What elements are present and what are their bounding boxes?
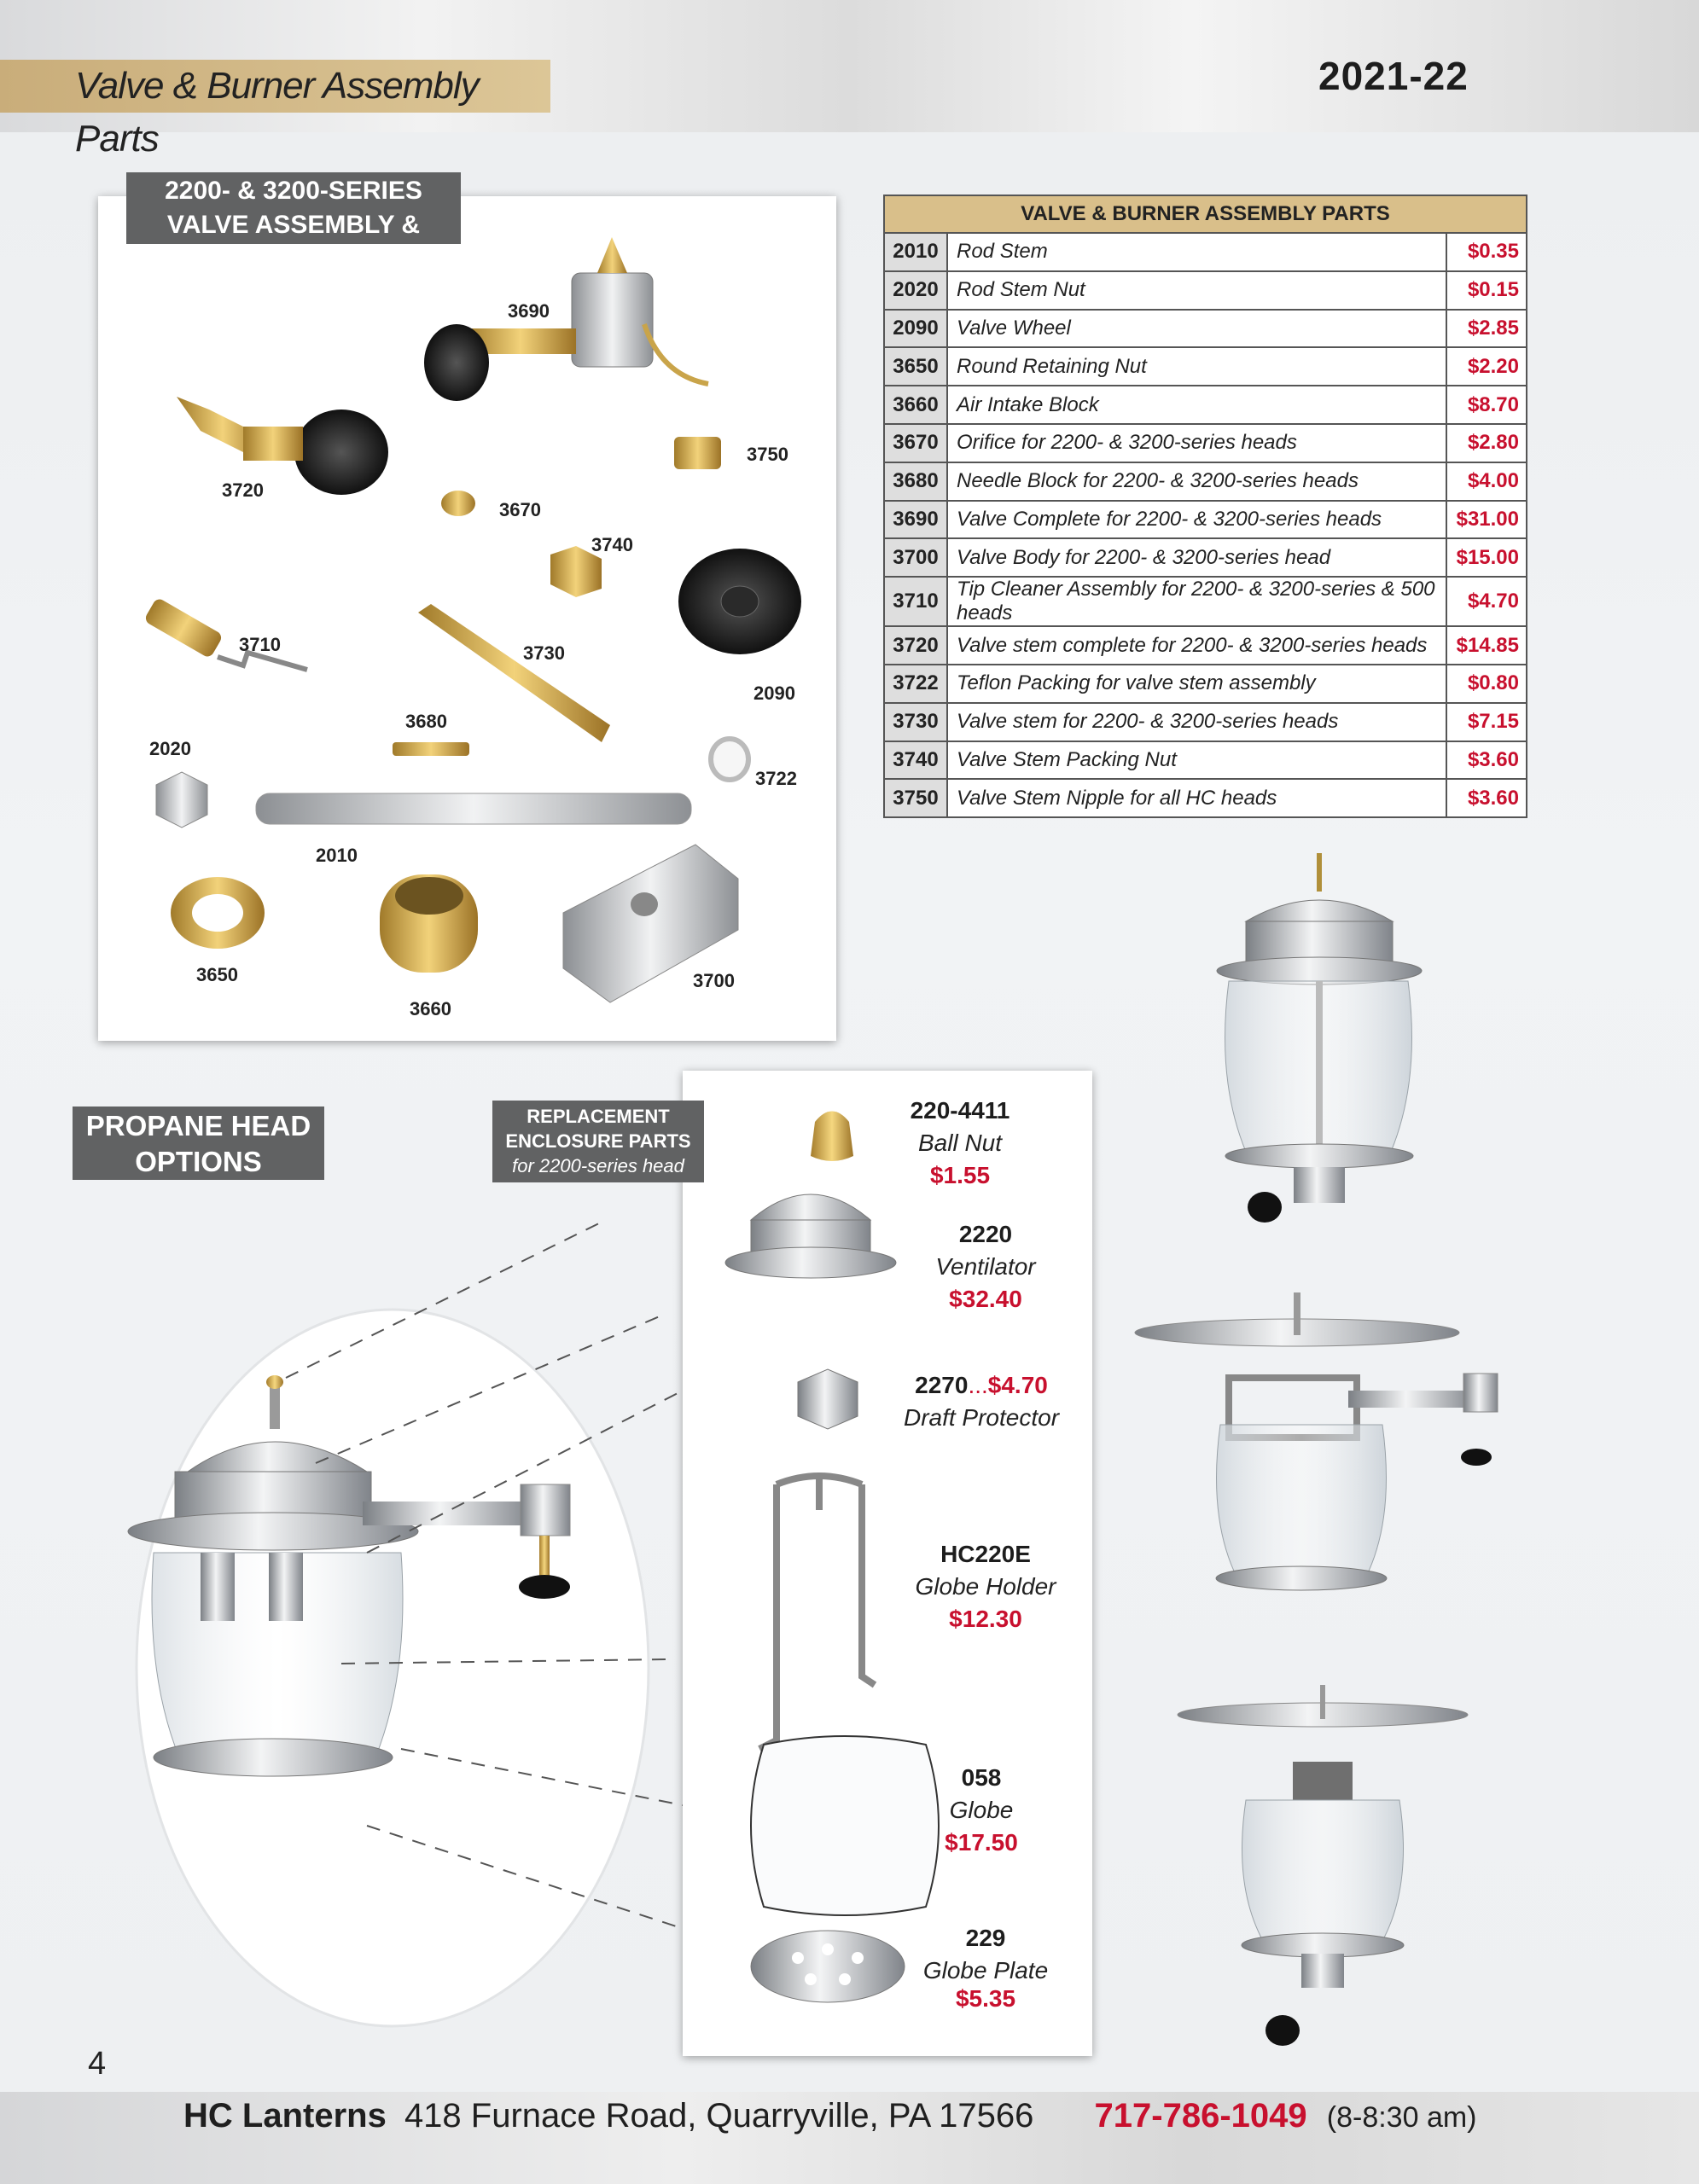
part-description: Air Intake Block <box>947 386 1446 424</box>
page-number: 4 <box>88 2046 107 2082</box>
part-price: $0.15 <box>1446 271 1527 310</box>
part-price: $7.15 <box>1446 703 1527 741</box>
label-3740: 3740 <box>591 534 633 555</box>
part-price: $3.60 <box>1446 741 1527 780</box>
part-price: $2.80 <box>1446 424 1527 462</box>
item-draft-protector <box>887 1369 1075 1434</box>
part-3690-valve-complete <box>424 237 708 401</box>
label-3730: 3730 <box>523 642 565 664</box>
part-description: Valve Complete for 2200- & 3200-series heads <box>947 501 1446 539</box>
part-price: $0.35 <box>1446 233 1527 271</box>
company-address: 418 Furnace Road, Quarryville, PA 17566 <box>404 2097 1034 2135</box>
label-3670: 3670 <box>499 499 541 520</box>
propane-head-exploded-diagram <box>60 1194 742 2039</box>
item-globe <box>922 1762 1041 1859</box>
part-3650-retaining-nut <box>171 877 265 949</box>
part-description: Tip Cleaner Assembly for 2200- & 3200-series & 500 heads <box>947 577 1446 626</box>
part-number: 2220 <box>958 1221 1013 1247</box>
part-description: Valve Stem Packing Nut <box>947 741 1446 780</box>
table-row <box>884 703 1527 741</box>
part-description: Valve Wheel <box>947 310 1446 348</box>
part-description: Teflon Packing for valve stem assembly <box>947 665 1446 703</box>
label-3650: 3650 <box>196 964 238 985</box>
label-2020: 2020 <box>149 738 191 759</box>
part-description: Rod Stem Nut <box>947 271 1446 310</box>
table-row <box>884 577 1527 626</box>
part-code: 3722 <box>884 665 947 703</box>
table-row <box>884 347 1527 386</box>
part-price: $31.00 <box>1446 501 1527 539</box>
part-code: 3710 <box>884 577 947 626</box>
part-code: 3670 <box>884 424 947 462</box>
part-price: $0.80 <box>1446 665 1527 703</box>
part-number: 220-4411 <box>910 1097 1010 1124</box>
table-row <box>884 310 1527 348</box>
part-code: 3700 <box>884 538 947 577</box>
table-header-row <box>884 195 1527 233</box>
table-row <box>884 779 1527 817</box>
part-price: $15.00 <box>1446 538 1527 577</box>
draft-protector-image <box>798 1369 858 1429</box>
label-3700: 3700 <box>693 970 735 991</box>
globe-plate-image <box>751 1931 905 2002</box>
part-price: $32.40 <box>949 1286 1022 1312</box>
part-price: $4.00 <box>1446 462 1527 501</box>
part-code: 2090 <box>884 310 947 348</box>
label-2090: 2090 <box>753 682 795 704</box>
label-3722: 3722 <box>755 768 797 789</box>
table-row <box>884 538 1527 577</box>
part-description: Ventilator <box>935 1253 1036 1280</box>
part-price: $3.60 <box>1446 779 1527 817</box>
part-code: 3690 <box>884 501 947 539</box>
ball-nut-image <box>811 1112 853 1162</box>
label-2010: 2010 <box>316 845 358 866</box>
valve-parts-panel <box>98 196 836 1041</box>
lantern-photo-standard <box>1217 853 1422 1223</box>
part-3750-nipple <box>674 437 721 469</box>
part-price: $1.55 <box>929 1162 991 1188</box>
part-description: Valve Stem Nipple for all HC heads <box>947 779 1446 817</box>
valve-parts-illustration <box>98 196 836 1041</box>
part-3722-teflon-packing <box>711 739 748 780</box>
part-description: Globe Holder <box>915 1573 1056 1600</box>
item-ball-nut <box>887 1095 1033 1192</box>
part-code: 2010 <box>884 233 947 271</box>
parts-price-table <box>883 195 1527 818</box>
part-2010-rod-stem <box>256 793 691 824</box>
part-description: Needle Block for 2200- & 3200-series heads <box>947 462 1446 501</box>
replacement-title-line1: REPLACEMENT <box>527 1106 670 1127</box>
table-row <box>884 626 1527 665</box>
company-name: HC Lanterns <box>183 2097 387 2135</box>
part-price: $8.70 <box>1446 386 1527 424</box>
part-3680-needle-block <box>393 742 469 756</box>
part-3670-orifice <box>441 491 475 516</box>
table-heading: VALVE & BURNER ASSEMBLY PARTS <box>884 195 1527 233</box>
lantern-photo-compact <box>1178 1685 1468 2046</box>
part-code: 3750 <box>884 779 947 817</box>
label-3710: 3710 <box>239 634 281 655</box>
part-code: 3740 <box>884 741 947 780</box>
part-price: $4.70 <box>1446 577 1527 626</box>
part-price: $14.85 <box>1446 626 1527 665</box>
part-description: Orifice for 2200- & 3200-series heads <box>947 424 1446 462</box>
business-hours: (8-8:30 am) <box>1326 2101 1477 2134</box>
part-number: 2270 <box>915 1372 969 1398</box>
part-price: $5.35 <box>955 1985 1016 2012</box>
label-3680: 3680 <box>405 711 447 732</box>
label-3720: 3720 <box>222 479 264 501</box>
part-code: 3680 <box>884 462 947 501</box>
propane-head-options-title: PROPANE HEAD OPTIONS <box>73 1107 324 1180</box>
part-3710-tip-cleaner <box>143 597 307 670</box>
item-globe-plate <box>913 1922 1058 2011</box>
part-description: Draft Protector <box>903 1404 1060 1431</box>
part-description: Globe Plate <box>922 1957 1049 1984</box>
part-code: 3720 <box>884 626 947 665</box>
table-row <box>884 665 1527 703</box>
part-description: Ball Nut <box>917 1130 1003 1156</box>
table-row <box>884 424 1527 462</box>
ventilator-image <box>725 1194 896 1278</box>
table-row <box>884 271 1527 310</box>
edition-year: 2021-22 <box>1318 54 1469 98</box>
part-number: 058 <box>961 1764 1002 1791</box>
valve-panel-title: 2200- & 3200-SERIES VALVE ASSEMBLY & PARTS <box>126 172 461 244</box>
company-phone: 717-786-1049 <box>1094 2097 1307 2135</box>
part-price: $2.85 <box>1446 310 1527 348</box>
table-row <box>884 233 1527 271</box>
part-number: 229 <box>965 1925 1006 1951</box>
globe-holder-image <box>759 1476 875 1749</box>
table-row <box>884 501 1527 539</box>
table-row <box>884 386 1527 424</box>
label-3690: 3690 <box>508 300 550 322</box>
part-2090-valve-wheel <box>678 549 801 654</box>
footer-contact <box>183 2092 1477 2140</box>
lantern-photos <box>1126 845 1536 2065</box>
part-description: Valve stem complete for 2200- & 3200-series heads <box>947 626 1446 665</box>
part-description: Round Retaining Nut <box>947 347 1446 386</box>
separator: ... <box>968 1372 988 1398</box>
section-title: Valve & Burner Assembly Parts <box>0 60 550 113</box>
item-globe-holder <box>909 1538 1062 1635</box>
lantern-photo-with-shade <box>1135 1292 1498 1590</box>
part-code: 2020 <box>884 271 947 310</box>
part-price: $2.20 <box>1446 347 1527 386</box>
item-ventilator <box>917 1218 1054 1316</box>
part-number: HC220E <box>940 1541 1031 1567</box>
part-description: Rod Stem <box>947 233 1446 271</box>
part-3720-valve-stem <box>177 397 388 495</box>
replacement-title-line2: ENCLOSURE PARTS <box>505 1130 691 1152</box>
replacement-parts-title <box>492 1101 704 1182</box>
part-2020-rod-stem-nut <box>156 772 207 828</box>
part-description: Valve stem for 2200- & 3200-series heads <box>947 703 1446 741</box>
part-description: Globe <box>949 1797 1014 1823</box>
replacement-title-line3: for 2200-series head <box>512 1155 684 1176</box>
part-price: $17.50 <box>945 1829 1018 1856</box>
globe-image <box>751 1736 939 1915</box>
part-description: Valve Body for 2200- & 3200-series head <box>947 538 1446 577</box>
part-code: 3650 <box>884 347 947 386</box>
part-price: $12.30 <box>949 1606 1022 1632</box>
part-code: 3660 <box>884 386 947 424</box>
part-code: 3730 <box>884 703 947 741</box>
label-3660: 3660 <box>410 998 451 1019</box>
replacement-parts-panel <box>683 1071 1092 2056</box>
label-3750: 3750 <box>747 444 788 465</box>
part-3660-air-intake-block <box>380 874 478 973</box>
table-row <box>884 741 1527 780</box>
part-price: $4.70 <box>987 1372 1048 1398</box>
table-row <box>884 462 1527 501</box>
